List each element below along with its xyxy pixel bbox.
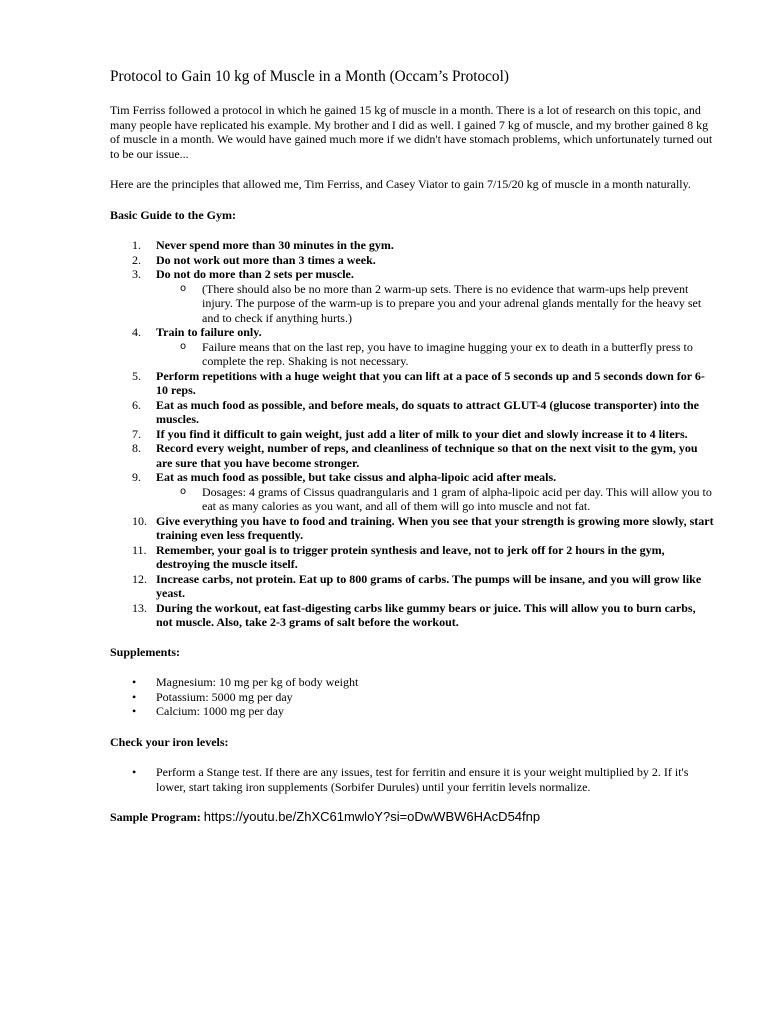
list-item xyxy=(110,765,715,794)
bullet-icon: • xyxy=(132,675,137,689)
principles-paragraph: Here are the principles that allowed me, Tim Ferriss, and Casey Viator to gain 7/15/20 kg of muscle in a month naturally. xyxy=(110,177,691,191)
sub-item-text: (There should also be no more than 2 warm-up sets. There is no evidence that warm-ups help prevent injury. The purpose of the warm-up is to prepare you and your adrenal glands mentally for the heavy set and to check if anything hurts.) xyxy=(202,281,702,325)
sub-list xyxy=(156,282,715,326)
supplement-text: Potassium: 5000 mg per day xyxy=(156,689,293,704)
list-item xyxy=(110,441,715,470)
item-number: 6. xyxy=(132,397,141,412)
sub-list xyxy=(156,340,715,369)
sub-list xyxy=(156,485,715,514)
item-text: Do not work out more than 3 times a week. xyxy=(156,252,376,267)
sample-program xyxy=(110,810,715,825)
item-number: 1. xyxy=(132,238,141,252)
list-item xyxy=(110,325,715,369)
list-item xyxy=(110,267,715,325)
supplements-heading: Supplements: xyxy=(110,644,181,659)
list-item xyxy=(110,369,715,398)
item-text: Remember, your goal is to trigger protein synthesis and leave, not to jerk off for 2 hours in the gym, destroying the muscle itself. xyxy=(156,542,665,571)
circle-bullet-icon: o xyxy=(180,340,187,352)
list-item xyxy=(110,601,715,630)
supplement-text: Magnesium: 10 mg per kg of body weight xyxy=(156,675,359,689)
item-text: During the workout, eat fast-digesting carbs like gummy bears or juice. This will allow you to burn carbs, not muscle. Also, take 2-3 grams of salt before the workout. xyxy=(156,600,696,629)
item-number: 3. xyxy=(132,267,141,281)
item-text: Never spend more than 30 minutes in the gym. xyxy=(156,238,394,252)
gym-guide-heading: Basic Guide to the Gym: xyxy=(110,207,236,222)
item-text: Record every weight, number of reps, and cleanliness of technique so that on the next visit to the gym, you are sure that you have become stronger. xyxy=(156,441,698,470)
item-number: 4. xyxy=(132,325,141,339)
bullet-icon: • xyxy=(132,689,137,704)
gym-guide-list xyxy=(110,238,715,630)
item-number: 8. xyxy=(132,441,141,455)
sub-list-item xyxy=(156,485,715,514)
item-text: Perform repetitions with a huge weight that you can lift at a pace of 5 seconds up and 5 seconds down for 6-10 reps. xyxy=(156,368,705,397)
item-text: If you find it difficult to gain weight, just add a liter of milk to your diet and slowly increase it to 4 liters. xyxy=(156,426,688,441)
item-number: 5. xyxy=(132,368,141,383)
item-text: Do not do more than 2 sets per muscle. xyxy=(156,267,354,281)
item-number: 7. xyxy=(132,426,141,441)
list-item xyxy=(110,704,715,719)
document-body xyxy=(110,67,715,825)
supplement-text: Calcium: 1000 mg per day xyxy=(156,704,284,718)
bullet-icon: • xyxy=(132,704,137,718)
item-text: Eat as much food as possible, and before meals, do squats to attract GLUT-4 (glucose transporter) into the muscles. xyxy=(156,397,699,426)
sub-list-item xyxy=(156,282,715,326)
item-text: Increase carbs, not protein. Eat up to 800 grams of carbs. The pumps will be insane, and you will grow like yeast. xyxy=(156,571,702,600)
sub-item-text: Dosages: 4 grams of Cissus quadrangularis and 1 gram of alpha-lipoic acid per day. This will allow you to eat as many calories as you want, and all of them will go into muscle and not fat. xyxy=(202,484,712,513)
item-number: 2. xyxy=(132,252,141,267)
list-item xyxy=(110,427,715,442)
item-number: 11. xyxy=(132,542,147,557)
document-title: Protocol to Gain 10 kg of Muscle in a Month (Occam’s Protocol) xyxy=(110,68,509,85)
iron-list xyxy=(110,765,715,794)
sub-item-text: Failure means that on the last rep, you have to imagine hugging your ex to death in a butterfly press to complete the rep. Shaking is not necessary. xyxy=(202,339,693,368)
intro-paragraph: Tim Ferriss followed a protocol in which he gained 15 kg of muscle in a month. There is a lot of research on this topic, and many people have replicated his example. My brother and I did as well. I gained 7 kg of muscle, and my brother gained 8 kg of muscle in a month. We would have gained much more if we didn't have stomach problems, which unfortunately turned out to be our issue... xyxy=(110,103,713,161)
sample-program-label: Sample Program: xyxy=(110,810,201,824)
supplements-list xyxy=(110,675,715,719)
iron-heading: Check your iron levels: xyxy=(110,734,229,749)
list-item xyxy=(110,253,715,268)
item-text: Eat as much food as possible, but take cissus and alpha-lipoic acid after meals. xyxy=(156,470,557,484)
item-number: 10. xyxy=(132,513,147,528)
circle-bullet-icon: o xyxy=(180,485,187,497)
item-number: 12. xyxy=(132,571,147,586)
item-number: 13. xyxy=(132,600,147,615)
iron-text: Perform a Stange test. If there are any issues, test for ferritin and ensure it is your weight multiplied by 2. If it's lower, start taking iron supplements (Sorbifer Durules) until your ferritin levels normalize. xyxy=(156,765,689,794)
list-item xyxy=(110,470,715,514)
list-item xyxy=(110,514,715,543)
list-item xyxy=(110,398,715,427)
list-item xyxy=(110,690,715,705)
sample-program-link[interactable]: https://youtu.be/ZhXC61mwloY?si=oDwWBW6HAcD54fnp xyxy=(203,809,541,824)
list-item xyxy=(110,238,715,253)
circle-bullet-icon: o xyxy=(180,282,187,294)
sub-list-item xyxy=(156,340,715,369)
item-number: 9. xyxy=(132,470,141,484)
list-item xyxy=(110,675,715,690)
item-text: Train to failure only. xyxy=(156,325,262,339)
list-item xyxy=(110,543,715,572)
list-item xyxy=(110,572,715,601)
item-text: Give everything you have to food and training. When you see that your strength is growing more slowly, start training even less frequently. xyxy=(156,513,714,542)
bullet-icon: • xyxy=(132,765,137,779)
